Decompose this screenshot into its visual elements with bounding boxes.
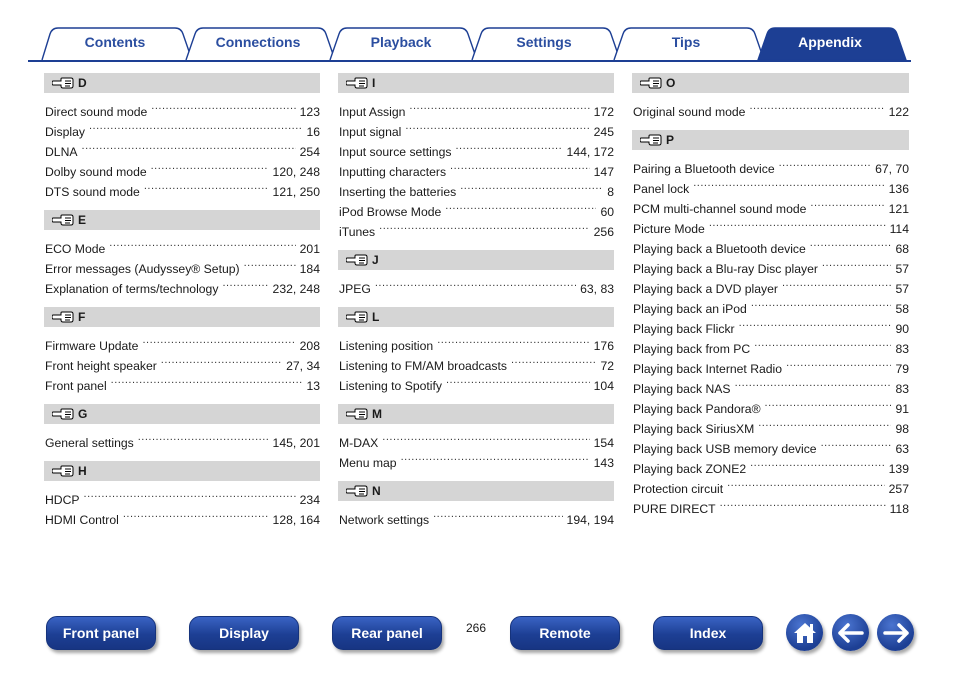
index-section	[44, 210, 320, 296]
entry-page-link[interactable]: 144, 172	[566, 145, 614, 159]
dot-leader	[822, 253, 892, 273]
index-section	[44, 461, 320, 527]
entry-term: PCM multi-channel sound mode	[633, 202, 807, 216]
dot-leader	[89, 116, 302, 136]
entry-term: General settings	[45, 436, 134, 450]
entry-page-link[interactable]: 257	[888, 482, 909, 496]
entry-term: M-DAX	[339, 436, 379, 450]
dot-leader	[751, 293, 892, 313]
entry-page-link[interactable]: 90	[895, 322, 909, 336]
dot-leader	[810, 193, 884, 213]
dot-leader	[511, 350, 596, 370]
dot-leader	[709, 213, 886, 233]
index-entry[interactable]	[338, 96, 614, 119]
entry-page-link[interactable]: 104	[593, 379, 614, 393]
section-letter: N	[372, 484, 381, 498]
dot-leader	[244, 253, 296, 273]
entry-page-link[interactable]: 208	[299, 339, 320, 353]
entry-page-link[interactable]: 118	[889, 502, 909, 516]
pointing-hand-icon	[346, 254, 368, 266]
entry-page-link[interactable]: 121	[888, 202, 909, 216]
dot-leader	[693, 173, 884, 193]
entry-list	[632, 93, 909, 119]
tab-contents[interactable]: Contents	[84, 34, 146, 50]
entry-page-link[interactable]: 194, 194	[566, 513, 614, 527]
entry-term: Input Assign	[339, 105, 406, 119]
index-entry[interactable]	[632, 153, 909, 176]
index-entry[interactable]	[44, 504, 320, 527]
entry-term: Input signal	[339, 125, 402, 139]
entry-term: Playing back Pandora®	[633, 402, 761, 416]
entry-term: Playing back USB memory device	[633, 442, 817, 456]
entry-term: Network settings	[339, 513, 430, 527]
entry-term: Listening position	[339, 339, 434, 353]
footer-nav	[0, 612, 954, 656]
entry-page-link[interactable]: 91	[895, 402, 909, 416]
section-header	[44, 210, 320, 230]
tab-settings[interactable]: Settings	[516, 34, 572, 50]
entry-term: PURE DIRECT	[633, 502, 716, 516]
entry-page-link[interactable]: 68	[895, 242, 909, 256]
entry-page-link[interactable]: 57	[895, 282, 909, 296]
section-header	[632, 73, 909, 93]
pointing-hand-icon	[52, 311, 74, 323]
entry-page-link[interactable]: 184	[299, 262, 320, 276]
back-button[interactable]	[832, 614, 869, 651]
index-entry[interactable]	[338, 427, 614, 450]
entry-page-link[interactable]: 201	[299, 242, 320, 256]
entry-term: Listening to FM/AM broadcasts	[339, 359, 507, 373]
chapter-tabs	[0, 0, 954, 62]
pointing-hand-icon	[640, 77, 662, 89]
index-entry[interactable]	[338, 216, 614, 239]
entry-term: DTS sound mode	[45, 185, 140, 199]
dot-leader	[765, 393, 892, 413]
entry-term: Playing back an iPod	[633, 302, 747, 316]
index-section	[338, 404, 614, 470]
entry-page-link[interactable]: 245	[593, 125, 614, 139]
tab-playback[interactable]: Playback	[370, 34, 432, 50]
index-entry[interactable]	[44, 136, 320, 159]
index-section	[632, 130, 909, 516]
section-letter: I	[372, 76, 376, 90]
index-section	[632, 73, 909, 119]
dot-leader	[375, 273, 576, 293]
index-entry[interactable]	[632, 96, 909, 119]
entry-page-link[interactable]: 79	[895, 362, 909, 376]
dot-leader	[720, 493, 886, 513]
arrow-right-icon	[882, 623, 910, 643]
index-section	[338, 73, 614, 239]
dot-leader	[161, 350, 282, 370]
entry-page-link[interactable]: 83	[895, 382, 909, 396]
page-number: 266	[465, 621, 487, 635]
section-letter: H	[78, 464, 87, 478]
forward-button[interactable]	[877, 614, 914, 651]
pointing-hand-icon	[346, 408, 368, 420]
dot-leader	[810, 233, 892, 253]
section-letter: J	[372, 253, 379, 267]
dot-leader	[142, 330, 295, 350]
dot-leader	[445, 196, 596, 216]
entry-list	[338, 270, 614, 296]
entry-term: Inserting the batteries	[339, 185, 457, 199]
index-entry[interactable]	[44, 330, 320, 353]
entry-term: Pairing a Bluetooth device	[633, 162, 775, 176]
dot-leader	[379, 216, 590, 236]
entry-term: Playing back a Blu-ray Disc player	[633, 262, 818, 276]
entry-list	[44, 93, 320, 199]
section-header	[338, 481, 614, 501]
entry-page-link[interactable]: 67, 70	[875, 162, 909, 176]
entry-term: Inputting characters	[339, 165, 447, 179]
entry-term: ECO Mode	[45, 242, 106, 256]
dot-leader	[151, 96, 295, 116]
entry-term: Playing back ZONE2	[633, 462, 747, 476]
entry-term: Original sound mode	[633, 105, 746, 119]
dot-leader	[401, 447, 590, 467]
entry-page-link[interactable]: 27, 34	[286, 359, 320, 373]
section-header	[632, 130, 909, 150]
index-entry[interactable]	[44, 96, 320, 119]
entry-term: DLNA	[45, 145, 78, 159]
entry-page-link[interactable]: 254	[299, 145, 320, 159]
section-header	[338, 250, 614, 270]
dot-leader	[450, 156, 590, 176]
index-section	[44, 307, 320, 393]
section-header	[44, 73, 320, 93]
dot-leader	[82, 136, 296, 156]
entry-term: Direct sound mode	[45, 105, 148, 119]
dot-leader	[409, 96, 589, 116]
entry-page-link[interactable]: 16	[306, 125, 320, 139]
entry-term: HDCP	[45, 493, 80, 507]
tab-connections[interactable]: Connections	[215, 34, 301, 50]
dot-leader	[782, 273, 891, 293]
entry-term: Explanation of terms/technology	[45, 282, 219, 296]
section-letter: D	[78, 76, 87, 90]
dot-leader	[109, 233, 295, 253]
entry-page-link[interactable]: 120, 248	[272, 165, 320, 179]
index-section	[338, 307, 614, 393]
rear-panel-button[interactable]: Rear panel	[332, 616, 442, 650]
entry-list	[44, 327, 320, 393]
dot-leader	[437, 330, 589, 350]
index-entry[interactable]	[44, 233, 320, 256]
remote-button[interactable]: Remote	[510, 616, 620, 650]
section-letter: F	[78, 310, 86, 324]
pointing-hand-icon	[52, 77, 74, 89]
index-entry[interactable]	[338, 447, 614, 470]
dot-leader	[151, 156, 269, 176]
entry-page-link[interactable]: 114	[889, 222, 909, 236]
display-button[interactable]: Display	[189, 616, 299, 650]
dot-leader	[786, 353, 891, 373]
entry-term: iPod Browse Mode	[339, 205, 442, 219]
entry-term: Protection circuit	[633, 482, 724, 496]
tab-shapes	[0, 0, 954, 62]
home-icon	[792, 621, 818, 645]
entry-page-link[interactable]: 8	[607, 185, 614, 199]
index-entry[interactable]	[338, 273, 614, 296]
index-entry[interactable]	[44, 484, 320, 507]
entry-page-link[interactable]: 98	[895, 422, 909, 436]
entry-page-link[interactable]: 147	[593, 165, 614, 179]
pointing-hand-icon	[640, 134, 662, 146]
section-header	[44, 307, 320, 327]
entry-list	[338, 501, 614, 527]
entry-page-link[interactable]: 122	[888, 105, 909, 119]
entry-list	[338, 93, 614, 239]
entry-list	[338, 327, 614, 393]
index-section	[338, 481, 614, 527]
entry-page-link[interactable]: 63, 83	[580, 282, 614, 296]
dot-leader	[111, 370, 303, 390]
index-column-3	[632, 73, 909, 516]
entry-page-link[interactable]: 58	[895, 302, 909, 316]
entry-term: iTunes	[339, 225, 376, 239]
dot-leader	[405, 116, 589, 136]
index-section	[44, 73, 320, 199]
arrow-left-icon	[837, 623, 865, 643]
entry-page-link[interactable]: 145, 201	[272, 436, 320, 450]
entry-term: Input source settings	[339, 145, 452, 159]
entry-term: Menu map	[339, 456, 397, 470]
section-letter: P	[666, 133, 675, 147]
index-entry[interactable]	[338, 330, 614, 353]
entry-list	[632, 150, 909, 516]
dot-leader	[222, 273, 268, 293]
index-column-1	[44, 73, 320, 527]
pointing-hand-icon	[346, 77, 368, 89]
section-letter: O	[666, 76, 676, 90]
dot-leader	[758, 413, 891, 433]
entry-list	[44, 424, 320, 450]
home-button[interactable]	[786, 614, 823, 651]
index-button[interactable]: Index	[653, 616, 763, 650]
index-entry[interactable]	[44, 427, 320, 450]
dot-leader	[735, 373, 892, 393]
dot-leader	[84, 484, 296, 504]
section-header	[338, 307, 614, 327]
entry-page-link[interactable]: 139	[888, 462, 909, 476]
dot-leader	[433, 504, 562, 524]
dot-leader	[455, 136, 562, 156]
section-header	[338, 404, 614, 424]
entry-term: Front height speaker	[45, 359, 157, 373]
dot-leader	[727, 473, 885, 493]
entry-term: Dolby sound mode	[45, 165, 147, 179]
front-panel-button[interactable]: Front panel	[46, 616, 156, 650]
dot-leader	[750, 453, 885, 473]
dot-leader	[754, 333, 891, 353]
dot-leader	[123, 504, 269, 524]
entry-term: Playing back from PC	[633, 342, 751, 356]
entry-list	[338, 424, 614, 470]
entry-page-link[interactable]: 60	[600, 205, 614, 219]
entry-term: Playing back Flickr	[633, 322, 735, 336]
section-header	[44, 461, 320, 481]
section-header	[44, 404, 320, 424]
entry-page-link[interactable]: 63	[895, 442, 909, 456]
index-column-2	[338, 73, 614, 527]
index-section	[44, 404, 320, 450]
pointing-hand-icon	[52, 465, 74, 477]
entry-term: Playing back SiriusXM	[633, 422, 755, 436]
entry-term: Playing back a DVD player	[633, 282, 778, 296]
entry-page-link[interactable]: 143	[593, 456, 614, 470]
entry-page-link[interactable]: 176	[593, 339, 614, 353]
section-header	[338, 73, 614, 93]
pointing-hand-icon	[346, 311, 368, 323]
dot-leader	[779, 153, 872, 173]
entry-term: HDMI Control	[45, 513, 119, 527]
entry-page-link[interactable]: 128, 164	[272, 513, 320, 527]
entry-term: Playing back Internet Radio	[633, 362, 783, 376]
pointing-hand-icon	[52, 214, 74, 226]
entry-term: Display	[45, 125, 85, 139]
entry-list	[44, 230, 320, 296]
entry-page-link[interactable]: 121, 250	[272, 185, 320, 199]
dot-leader	[446, 370, 590, 390]
dot-leader	[821, 433, 892, 453]
entry-page-link[interactable]: 72	[600, 359, 614, 373]
index-entry[interactable]	[44, 156, 320, 179]
section-letter: E	[78, 213, 87, 227]
section-letter: M	[372, 407, 382, 421]
entry-page-link[interactable]: 234	[299, 493, 320, 507]
entry-page-link[interactable]: 232, 248	[272, 282, 320, 296]
dot-leader	[382, 427, 589, 447]
entry-page-link[interactable]: 13	[306, 379, 320, 393]
entry-page-link[interactable]: 83	[895, 342, 909, 356]
entry-page-link[interactable]: 136	[888, 182, 909, 196]
tab-appendix[interactable]: Appendix	[798, 34, 862, 50]
index-entry[interactable]	[338, 504, 614, 527]
index-section	[338, 250, 614, 296]
entry-term: Listening to Spotify	[339, 379, 442, 393]
entry-page-link[interactable]: 123	[299, 105, 320, 119]
pointing-hand-icon	[346, 485, 368, 497]
entry-list	[44, 481, 320, 527]
entry-term: JPEG	[339, 282, 371, 296]
entry-term: Panel lock	[633, 182, 690, 196]
entry-term: Error messages (Audyssey® Setup)	[45, 262, 240, 276]
entry-term: Firmware Update	[45, 339, 139, 353]
section-letter: L	[372, 310, 380, 324]
dot-leader	[739, 313, 892, 333]
entry-term: Playing back NAS	[633, 382, 731, 396]
entry-page-link[interactable]: 154	[593, 436, 614, 450]
entry-page-link[interactable]: 57	[895, 262, 909, 276]
dot-leader	[749, 96, 884, 116]
tab-tips[interactable]: Tips	[671, 34, 701, 50]
dot-leader	[138, 427, 269, 447]
dot-leader	[144, 176, 269, 196]
section-letter: G	[78, 407, 88, 421]
entry-term: Picture Mode	[633, 222, 705, 236]
tab-underline	[28, 60, 911, 62]
entry-page-link[interactable]: 256	[593, 225, 614, 239]
pointing-hand-icon	[52, 408, 74, 420]
entry-term: Front panel	[45, 379, 107, 393]
entry-page-link[interactable]: 172	[593, 105, 614, 119]
dot-leader	[460, 176, 603, 196]
entry-term: Playing back a Bluetooth device	[633, 242, 806, 256]
